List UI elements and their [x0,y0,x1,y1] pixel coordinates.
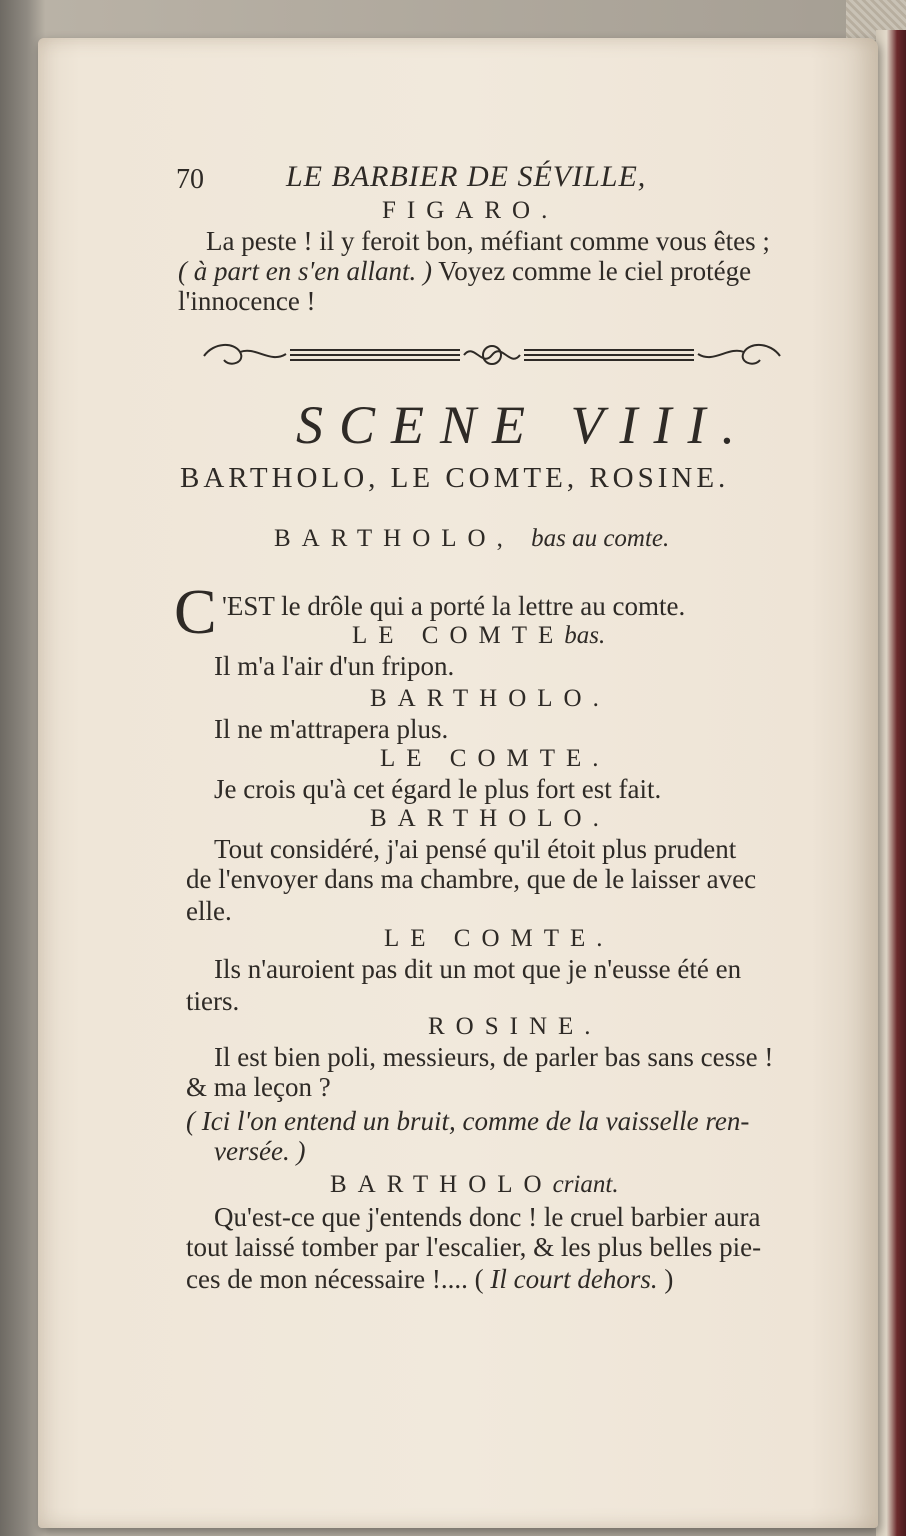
stage-direction: versée. ) [214,1136,306,1166]
speaker-bartholo: BARTHOLO. [370,805,610,832]
stage-direction: bas. [564,622,606,649]
text-line [186,1266,673,1293]
speaker-figaro: FIGARO. [382,197,559,224]
scene-persons: BARTHOLO, LE COMTE, ROSINE. [180,462,730,494]
text-line: Qu'est-ce que j'entends donc ! le cruel barbier aura [214,1202,761,1232]
stage-direction: criant. [552,1171,619,1198]
text-fragment: Voyez comme le ciel protége [432,256,752,286]
speaker-name: LE COMTE [352,622,565,649]
stage-direction: Il court dehors. [490,1264,658,1294]
speaker-name: BARTHOLO, [274,525,514,552]
stage-direction: bas au comte. [531,525,670,552]
text-line: tout laissé tomber par l'escalier, & les plus belles pie- [186,1232,762,1262]
speaker-bartholo [330,1172,619,1197]
text-line [178,258,751,285]
text-line: Tout considéré, j'ai pensé qu'il étoit plus prudent [214,834,737,864]
speaker-le-comte [352,623,605,648]
text-line: La peste ! il y feroit bon, méfiant comme vous êtes ; [206,226,770,256]
scene-title: SCENE VIII. [296,395,751,455]
stage-direction: ( à part en s'en allant. ) [178,256,432,286]
text-line: de l'envoyer dans ma chambre, que de le laisser avec [186,864,757,894]
speaker-le-comte: LE COMTE. [384,925,614,952]
text-line: Il ne m'attrapera plus. [214,714,449,744]
speaker-le-comte: LE COMTE. [380,745,610,772]
text-line: Je crois qu'à cet égard le plus fort est fait. [214,774,662,804]
page-number: 70 [176,164,204,195]
text-line: Il m'a l'air d'un fripon. [214,651,455,681]
drop-cap: C [174,576,217,647]
text-line: 'EST le drôle qui a porté la lettre au comte. [222,591,686,621]
speaker-bartholo: BARTHOLO. [370,685,610,712]
speaker-rosine: ROSINE. [428,1013,602,1040]
text-line: Ils n'auroient pas dit un mot que je n'eusse été en [214,954,742,984]
speaker-bartholo [274,526,669,551]
decorative-ornament [200,338,784,372]
text-line: Il est bien poli, messieurs, de parler bas sans cesse ! [214,1042,774,1072]
text-fragment: ) [664,1264,674,1294]
text-line: l'innocence ! [178,286,316,316]
text-fragment: ces de mon nécessaire !.... ( [186,1264,484,1294]
stage-direction: ( Ici l'on entend un bruit, comme de la vaisselle ren- [186,1106,750,1136]
text-line: elle. [186,896,232,926]
text-line: & ma leçon ? [186,1072,331,1102]
running-title: LE BARBIER DE SÉVILLE, [286,160,647,193]
text-line: tiers. [186,986,240,1016]
book-binding-edge [876,30,906,1536]
speaker-name: BARTHOLO [330,1171,553,1198]
